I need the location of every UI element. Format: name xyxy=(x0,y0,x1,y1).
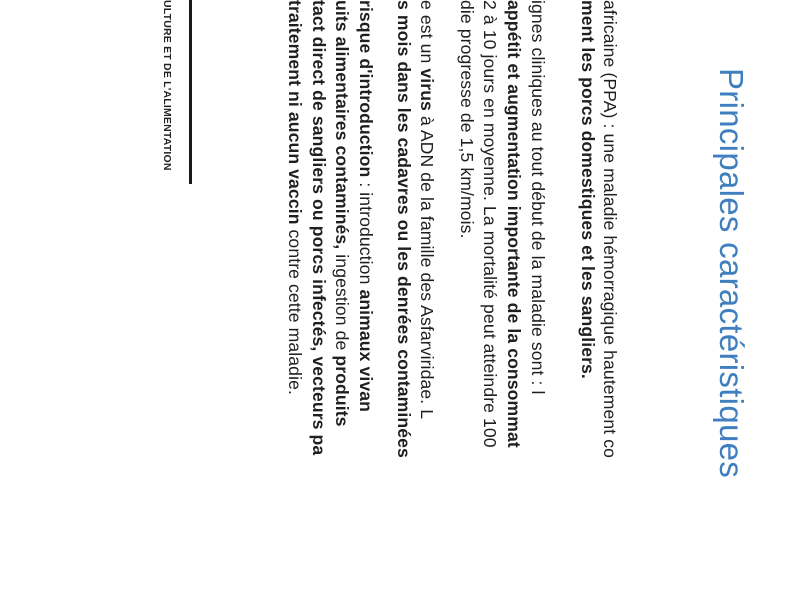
paragraph-3-line-2: s mois dans les cadavres ou les denrées contaminées xyxy=(394,0,414,458)
paragraph-2-line-2: appétit et augmentation importante de la consommat xyxy=(504,0,524,448)
page-title: Principales caractéristiques xyxy=(713,68,750,479)
paragraph-4-bold-products: uits alimentaires contaminés, xyxy=(332,0,352,250)
paragraph-4-line-4 xyxy=(284,0,305,395)
ministry-header: ULTURE ET DE L'ALIMENTATION xyxy=(161,0,173,171)
paragraph-3-text: e est un xyxy=(417,0,437,69)
paragraph-2-line-4: die progresse de 1,5 km/mois. xyxy=(457,0,477,239)
paragraph-4-line-3: tact direct de sangliers ou porcs infectés, vecteurs pa xyxy=(309,0,329,456)
paragraph-2-line-3: 2 à 10 jours en moyenne. La mortalité peut atteindre 100 xyxy=(480,0,500,448)
paragraph-3-bold-virus: virus xyxy=(417,68,437,111)
paragraph-4-line-1 xyxy=(355,0,376,412)
paragraph-4-bold-treatment: traitement ni aucun vaccin xyxy=(285,0,305,225)
paragraph-4-bold-products-2: produits xyxy=(332,355,352,427)
paragraph-2-line-1: ignes cliniques au tout début de la maladie sont : l xyxy=(528,0,548,395)
paragraph-3-text-end: à ADN de la famille des Asfarviridae. L xyxy=(417,110,437,420)
paragraph-4-line-2 xyxy=(331,0,352,427)
paragraph-4-bold-animals: animaux vivan xyxy=(356,289,376,413)
paragraph-4-text: : introduction xyxy=(356,177,376,290)
paragraph-4-bold-risk: risque d'introduction xyxy=(356,0,376,178)
paragraph-4-text-2: ingestion de xyxy=(332,249,352,356)
header-rule xyxy=(189,0,192,184)
paragraph-3-line-1 xyxy=(416,0,437,419)
paragraph-1-line-2: ment les porcs domestiques et les sangliers. xyxy=(578,0,598,379)
paragraph-4-text-end: contre cette maladie. xyxy=(285,224,305,395)
paragraph-1-line-1: africaine (PPA) : une maladie hémorragique hautement co xyxy=(600,0,620,458)
